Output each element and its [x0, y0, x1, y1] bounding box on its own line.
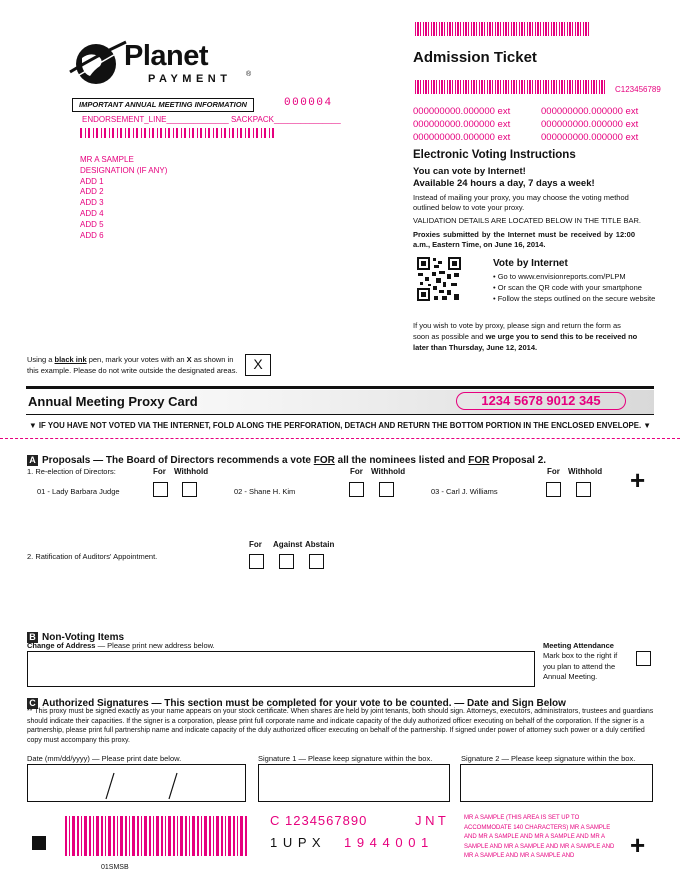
mail-deadline: we urge you to send this to be received no later than Thursday, June 12, 2014.: [413, 332, 638, 352]
ink-text-x: X: [186, 355, 192, 364]
date-input-box[interactable]: [27, 764, 246, 802]
sig2-label: Signature 2 — Please keep signature within the box.: [461, 754, 636, 763]
vbi-item: • Go to www.envisionreports.com/PLPM: [493, 272, 626, 281]
nominee-label: 01 - Lady Barbara Judge: [37, 487, 120, 496]
footer-code: C 1234567890: [270, 813, 368, 828]
footer-plus: +: [630, 830, 646, 860]
example-x: X: [253, 356, 263, 372]
qr-code: [416, 256, 462, 302]
mail-instructions: [413, 320, 638, 353]
col-for: For: [350, 467, 363, 476]
vbi-title: Vote by Internet: [493, 258, 568, 269]
section-b-title: Non-Voting Items: [42, 632, 125, 643]
ink-instruction: [27, 355, 242, 376]
vbi-item: • Follow the steps outlined on the secure website: [493, 294, 656, 303]
address-line: ADD 5: [80, 219, 104, 229]
ext-line: 000000000.000000 ext: [413, 132, 511, 143]
ext-line: 000000000.000000 ext: [541, 106, 639, 117]
p2-for-checkbox[interactable]: [249, 554, 264, 569]
ext-right: [541, 105, 638, 144]
ext-line: 000000000.000000 ext: [413, 106, 511, 117]
col-for: For: [153, 467, 166, 476]
p2-col-abstain: Abstain: [305, 540, 335, 549]
logo-reg: ®: [246, 71, 252, 78]
example-x-box: [245, 354, 271, 376]
title-for: FOR: [468, 455, 490, 466]
nominee-2-withhold-checkbox[interactable]: [379, 482, 394, 497]
form-code: 01SMSB: [101, 864, 129, 871]
p2-col-for: For: [249, 540, 262, 549]
control-number: 1234 5678 9012 345: [456, 392, 626, 410]
sequence-number: 000004: [284, 97, 333, 109]
logo-word: Planet: [124, 40, 209, 72]
mail-text: If you wish to vote by proxy, please sign and return the form as soon as possible and: [413, 321, 621, 341]
section-a-header: [27, 450, 546, 468]
vertical-barcode: [24, 122, 36, 238]
ext-line: 000000000.000000 ext: [541, 132, 639, 143]
nominee-1-for-checkbox[interactable]: [153, 482, 168, 497]
coa-text: — Please print new address below.: [95, 641, 215, 650]
ink-text: as shown in this example. Please do not write outside the designated areas.: [27, 355, 238, 375]
evi-heading-2: Available 24 hours a day, 7 days a week!: [413, 178, 595, 189]
ink-text: pen, mark your votes with an: [86, 355, 187, 364]
change-of-address-box[interactable]: [27, 651, 535, 687]
nominee-label: 03 - Carl J. Williams: [431, 487, 498, 496]
address-line: ADD 1: [80, 176, 104, 186]
footer-upx: 1 U P X: [270, 835, 322, 850]
section-a-badge: A: [27, 455, 38, 466]
section-b-badge: B: [27, 632, 38, 643]
info-box: [72, 98, 254, 112]
ticket-top-barcode: [415, 22, 589, 36]
proposal-1-label: 1. Re-election of Directors:: [27, 467, 116, 476]
triangle-down-icon: ▼: [641, 421, 652, 430]
evi-paragraph-1: Instead of mailing your proxy, you may choose the voting method outlined below to vote your proxy.: [413, 193, 629, 212]
address-line: ADD 6: [80, 230, 104, 240]
p2-against-checkbox[interactable]: [279, 554, 294, 569]
ticket-title: Admission Ticket: [413, 49, 537, 66]
address-line: ADD 3: [80, 198, 104, 208]
date-label: Date (mm/dd/yyyy) — Please print date below.: [27, 754, 182, 763]
perforation-line: [0, 438, 680, 439]
info-box-text: IMPORTANT ANNUAL MEETING INFORMATION: [79, 100, 247, 109]
meeting-attendance-title: Meeting Attendance: [543, 641, 614, 650]
title-part: Proposal 2.: [489, 455, 547, 466]
vbi-item: • Or scan the QR code with your smartphone: [493, 283, 642, 292]
proposal-2-label: 2. Ratification of Auditors' Appointment.: [27, 552, 158, 561]
sig1-label: Signature 1 — Please keep signature within the box.: [258, 754, 433, 763]
meeting-attendance-checkbox[interactable]: [636, 651, 651, 666]
footer-number: 1 9 4 4 0 0 1: [344, 835, 430, 850]
col-withhold: Withhold: [174, 467, 209, 476]
col-withhold: Withhold: [371, 467, 406, 476]
bottom-barcode: [65, 816, 247, 856]
ext-line: 000000000.000000 ext: [413, 119, 511, 130]
col-withhold: Withhold: [568, 467, 603, 476]
ext-left: [413, 105, 510, 144]
meeting-attendance-text: Mark box to the right if you plan to attend the Annual Meeting.: [543, 651, 618, 681]
nominee-3-withhold-checkbox[interactable]: [576, 482, 591, 497]
signature-2-box[interactable]: [460, 764, 653, 802]
title-bar-rule: [26, 386, 654, 389]
evi-title: Electronic Voting Instructions: [413, 149, 576, 161]
title-bar: [26, 390, 654, 415]
proxy-card-title: Annual Meeting Proxy Card: [28, 394, 198, 409]
endorsement-line: ENDORSEMENT_LINE______________ SACKPACK_______________: [82, 115, 341, 124]
address-line: ADD 4: [80, 208, 104, 218]
title-for: FOR: [313, 455, 335, 466]
ext-line: 000000000.000000 ext: [541, 119, 639, 130]
ticket-code: C123456789: [615, 85, 661, 94]
fold-text: IF YOU HAVE NOT VOTED VIA THE INTERNET, FOLD ALONG THE PERFORATION, DETACH AND RETURN THE BOTTOM PORTION IN THE ENCLOSED ENVELOPE.: [38, 421, 642, 430]
nominee-2-for-checkbox[interactable]: [349, 482, 364, 497]
address-line: MR A SAMPLE: [80, 155, 134, 164]
nominee-label: 02 - Shane H. Kim: [234, 487, 296, 496]
mailing-address: [80, 155, 167, 241]
coa-label: Change of Address: [27, 641, 96, 650]
corner-square: [32, 836, 46, 850]
signature-1-box[interactable]: [258, 764, 450, 802]
evi-heading-1: You can vote by Internet!: [413, 166, 526, 177]
globe-icon: [68, 34, 128, 89]
ink-text: Using a: [27, 355, 55, 364]
nominee-1-withhold-checkbox[interactable]: [182, 482, 197, 497]
signature-instructions: ** This proxy must be signed exactly as your name appears on your stock certificate. When shares are held by joint tenants, both should sign. Attorneys, executors, administrators, trustees and guardians should indicate their capacities. If the signer is a corporation, please print full corporate name and indicate capacity of the duly authorized officer executing on behalf of the corporation. If the signer is a partnership, please print full partnership name and indicate capacity of the duly authorized officer executing on behalf of the partnership. If signed under power of attorney such power or a duly certified copy must accompany this proxy.: [27, 708, 654, 744]
change-of-address-label: [27, 641, 215, 650]
fold-instruction: [26, 421, 654, 430]
triangle-down-icon: ▼: [28, 421, 39, 430]
section-c-badge: C: [27, 698, 38, 709]
p2-abstain-checkbox[interactable]: [309, 554, 324, 569]
footer-sample: MR A SAMPLE (THIS AREA IS SET UP TO ACCOMMODATE 140 CHARACTERS) MR A SAMPLE AND MR A SAMPLE AND MR A SAMPLE AND MR A SAMPLE AND MR A SAMPLE AND MR A SAMPLE AND MR A SAMPLE AND MR A SAMPLE AND: [464, 815, 615, 860]
footer-jnt: J N T: [415, 813, 446, 828]
section-a-title: [42, 455, 546, 466]
nominee-3-for-checkbox[interactable]: [546, 482, 561, 497]
title-part: Proposals — The Board of Directors recommends a vote: [42, 455, 314, 466]
postal-barcode: [80, 128, 276, 138]
company-logo: [68, 34, 258, 89]
address-line: ADD 2: [80, 187, 104, 197]
evi-paragraph-3: Proxies submitted by the Internet must be received by 12:00 a.m., Eastern Time, on June 16, 2014.: [413, 230, 635, 249]
title-part: all the nominees listed and: [334, 455, 469, 466]
col-for: For: [547, 467, 560, 476]
ticket-barcode: [415, 80, 605, 94]
plus-mark: +: [630, 465, 646, 495]
p2-col-against: Against: [273, 540, 303, 549]
evi-paragraph-2: VALIDATION DETAILS ARE LOCATED BELOW IN THE TITLE BAR.: [413, 216, 641, 225]
vbi-list: [493, 271, 655, 304]
ink-text-bold: black ink: [54, 355, 87, 364]
section-c-title: Authorized Signatures — This section must be completed for your vote to be counted. — Date and Sign Below: [42, 698, 566, 709]
address-line: DESIGNATION (IF ANY): [80, 165, 168, 175]
logo-sub: PAYMENT: [148, 73, 232, 85]
date-slashes: [28, 765, 244, 801]
